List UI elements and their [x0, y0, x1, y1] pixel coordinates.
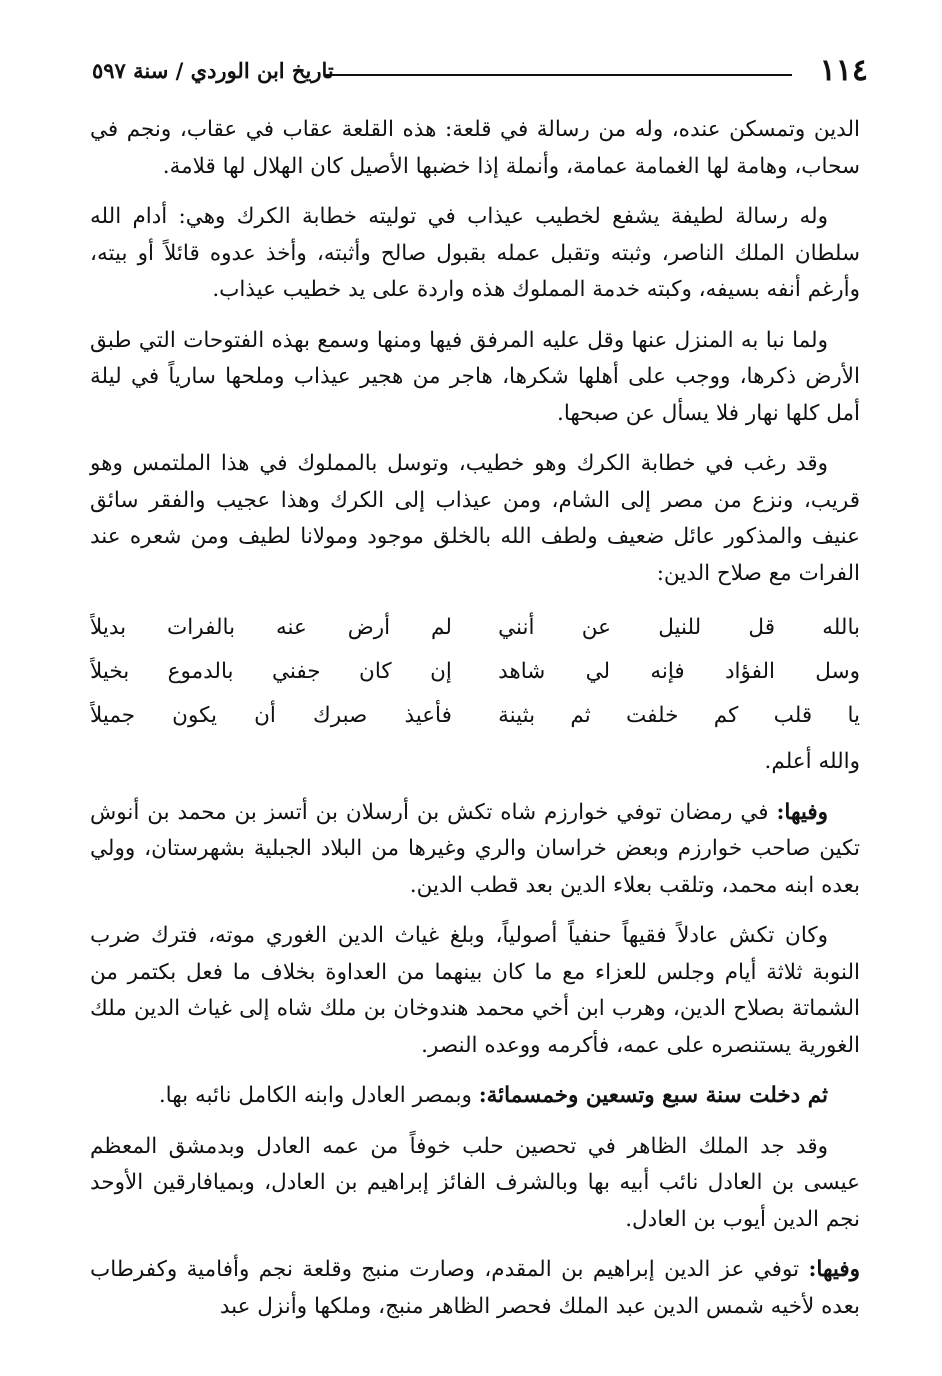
poem-verse [90, 650, 860, 694]
year-heading-title: ثم دخلت سنة سبع وتسعين وخمسمائة: [478, 1083, 828, 1108]
verse-first-hemistich: يا قلب كم خلفت ثم بثينة [498, 703, 860, 728]
header-rule [324, 74, 792, 76]
paragraph-text: وقد جد الملك الظاهر في تحصين حلب خوفاً من عمه العادل وبدمشق المعظم عيسى بن العادل نائب أبيه بها وبالشرف الفائز إبراهيم بن العادل، وبميافارقين الأوحد نجم الدين أيوب بن العادل. [90, 1133, 860, 1232]
page-content [90, 112, 860, 1339]
closing-phrase: والله أعلم. [764, 749, 860, 774]
verse-second-hemistich: فأعيذ صبرك أن يكون جميلاً [90, 703, 452, 728]
running-title: تاريخ ابن الوردي / سنة ٥٩٧ [92, 58, 334, 83]
page-number: ١١٤ [819, 53, 868, 88]
year-heading-text: وبمصر العادل وابنه الكامل نائبه بها. [158, 1083, 479, 1108]
paragraph: وله رسالة لطيفة يشفع لخطيب عيذاب في توليته خطابة الكرك وهي: أدام الله سلطان الملك الناصر، وثبته وتقبل عمله بقبول صالح وأثبته، وأخذ عدوه قائلاً أو بيته، وأرغم أنفه بسيفه، وكبته خدمة المملوك هذه واردة على يد خطيب عيذاب. [90, 204, 860, 302]
paragraph-text: في رمضان توفي خوارزم شاه تكش بن أرسلان بن أتسز بن محمد بن أنوش تكين صاحب خوارزم وبعض خراسان والري وغيرها من البلاد الجبلية بشهرستان، وولي بعده ابنه محمد، وتلقب بعلاء الدين بعد قطب الدين. [90, 799, 860, 898]
paragraph [90, 1129, 860, 1239]
paragraph [90, 1252, 860, 1325]
paragraph-lead: وفيها: [776, 799, 828, 825]
verse-second-hemistich: لم أرض عنه بالفرات بديلاً [90, 615, 452, 640]
paragraph: ولما نبا به المنزل عنها وقل عليه المرفق فيها ومنها وسمع بهذه الفتوحات التي طبق الأرض ذكرها، ووجب على أهلها شكرها، هاجر من هجير عيذاب وملحها سارياً في ليلة أمل كلها نهار فلا يسأل عن صبحها. [90, 327, 860, 426]
poem [90, 606, 860, 738]
paragraph-lead: وفيها: [808, 1257, 860, 1282]
verse-first-hemistich: وسل الفؤاد فإنه لي شاهد [498, 659, 860, 684]
paragraph: وقد رغب في خطابة الكرك وهو خطيب، وتوسل بالمملوك في هذا الملتمس وهو قريب، ونزع من مصر إلى الشام، ومن عيذاب إلى الكرك وهذا عجيب والفقر سائق عنيف والمذكور عائل ضعيف ولطف الله بالخلق موجود ومولانا لطيف ومن شعره عند الفرات مع صلاح الدين: [90, 451, 860, 586]
paragraph: الدين وتمسكن عنده، وله من رسالة في قلعة: هذه القلعة عقاب في عقاب، ونجم في سحاب، وهامة لها الغمامة عمامة، وأنملة إذا خضبها الأصيل كان الهلال لها قلامة. [90, 117, 860, 179]
paragraph-text: توفي عز الدين إبراهيم بن المقدم، وصارت منبج وقلعة نجم وأفامية وكفرطاب بعده لأخيه شمس الدين عبد الملك فحصر الظاهر منبج، وملكها وأنزل عبد [90, 1257, 860, 1319]
verse-second-hemistich: إن كان جفني بالدموع بخيلاً [90, 659, 452, 684]
paragraph [90, 795, 860, 905]
paragraph [90, 918, 860, 1064]
year-heading [90, 1078, 860, 1115]
poem-verse [90, 694, 860, 738]
paragraph-text: وكان تكش عادلاً فقيهاً حنفياً أصولياً، وبلغ غياث الدين الغوري موته، فترك ضرب النوبة ثلاثة أيام وجلس للعزاء مع ما كان بينهما من العداوة بخلاف ما فعل بكتمر من الشماتة بصلاح الدين، وهرب ابن أخي محمد هندوخان بن ملك شاه إلى غياث الدين ملك الغورية يستنصره على عمه، فأكرمه ووعده النصر. [90, 923, 860, 1058]
page-header [92, 46, 868, 96]
poem-verse [90, 606, 860, 650]
verse-first-hemistich: بالله قل للنيل عن أنني [498, 615, 860, 640]
